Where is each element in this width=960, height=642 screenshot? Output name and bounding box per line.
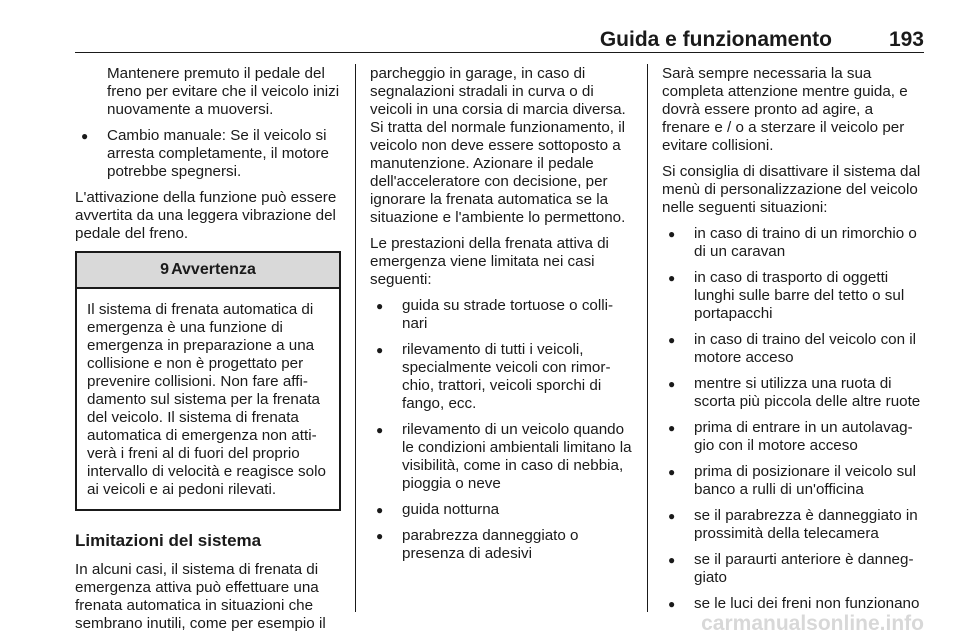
- column-1: [75, 65, 341, 641]
- paragraph: parcheggio in garage, in caso di segnalazioni stradali in curva o di veicoli in una corsia di marcia diversa. Si tratta del normale funzionamento, il veicolo non deve essere sottoposto a manutenzione. Azionare il pedale dell'acceleratore con decisione, per ignorare la frenata automatica se la situazione e l'ambiente lo permettono.: [370, 65, 626, 226]
- list-item: ● se le luci dei freni non funzionano: [662, 595, 924, 613]
- list-item: ● prima di entrare in un autolavaggio con il motore acceso: [662, 419, 924, 455]
- warning-body: Il sistema di frenata automatica di emergenza è una funzione di emergenza in preparazione a una collisione e non è progettato per prevenire collisioni. Non fare affidamento sul sistema per la frenata del veicolo. Il sistema di frenata automatica di emergenza non attiverà i freni al di fuori del proprio intervallo di velocità e reagisce solo ai veicoli e ai pedoni rilevati.: [87, 301, 326, 498]
- page-title: Guida e funzionamento: [599, 28, 832, 51]
- list-item: ● mentre si utilizza una ruota di scorta più piccola delle altre ruote: [662, 375, 924, 411]
- warning-box: [75, 251, 341, 511]
- list-item: ● in caso di traino di un rimorchio o di un caravan: [662, 225, 924, 261]
- list-item: ● parabrezza danneggiato o presenza di adesivi: [370, 527, 632, 563]
- list-item: ● Cambio manuale: Se il veicolo si arresta completamente, il motore potrebbe spegnersi.: [75, 127, 341, 181]
- list-item: ● in caso di traino del veicolo con il motore acceso: [662, 331, 924, 367]
- paragraph: L'attivazione della funzione può essere avvertita da una leggera vibrazione del pedale del freno.: [75, 189, 337, 242]
- list-item: ● se il parabrezza è danneggiato in prossimità della telecamera: [662, 507, 924, 543]
- warning-title: Avvertenza: [171, 261, 256, 278]
- list-item: ● guida notturna: [370, 501, 632, 519]
- list-item: ● rilevamento di tutti i veicoli, specialmente veicoli con rimorchio, trattori, veicoli sporchi di fango, ecc.: [370, 341, 632, 413]
- page-number: 193: [888, 28, 924, 51]
- list-item: ● prima di posizionare il veicolo sul banco a rulli di un'officina: [662, 463, 924, 499]
- column-3: [662, 65, 924, 621]
- page-header: [75, 28, 924, 53]
- warning-header: [77, 253, 339, 289]
- bullet-list: [662, 225, 924, 613]
- column-2: [370, 65, 632, 571]
- paragraph: In alcuni casi, il sistema di frenata di emergenza attiva può effettuare una frenata automatica in situazioni che sembrano inutili, come per esempio il: [75, 561, 326, 632]
- watermark: carmanualsonline.info: [701, 612, 924, 635]
- paragraph: Si consiglia di disattivare il sistema dal menù di personalizzazione del veicolo nelle seguenti situazioni:: [662, 163, 921, 216]
- warning-icon: 9: [160, 261, 170, 278]
- list-item: ● rilevamento di un veicolo quando le condizioni ambientali limitano la visibilità, come in caso di nebbia, pioggia o neve: [370, 421, 632, 493]
- column-divider-2: [647, 64, 648, 612]
- paragraph: Sarà sempre necessaria la sua completa attenzione mentre guida, e dovrà essere pronto ad agire, a frenare e / o a sterzare il veicolo per evitare collisioni.: [662, 65, 908, 154]
- paragraph: Le prestazioni della frenata attiva di emergenza viene limitata nei casi seguenti:: [370, 235, 609, 288]
- section-heading: Limitazioni del sistema: [75, 531, 262, 550]
- column-divider-1: [355, 64, 356, 612]
- bullet-list: [75, 127, 341, 181]
- bullet-list: [370, 297, 632, 563]
- indented-paragraph: Mantenere premuto il pedale del freno per evitare che il veicolo inizi nuovamente a muoversi.: [107, 65, 340, 118]
- list-item: ● in caso di trasporto di oggetti lunghi sulle barre del tetto o sul portapacchi: [662, 269, 924, 323]
- list-item: ● guida su strade tortuose o collinari: [370, 297, 632, 333]
- list-item: ● se il paraurti anteriore è danneggiato: [662, 551, 924, 587]
